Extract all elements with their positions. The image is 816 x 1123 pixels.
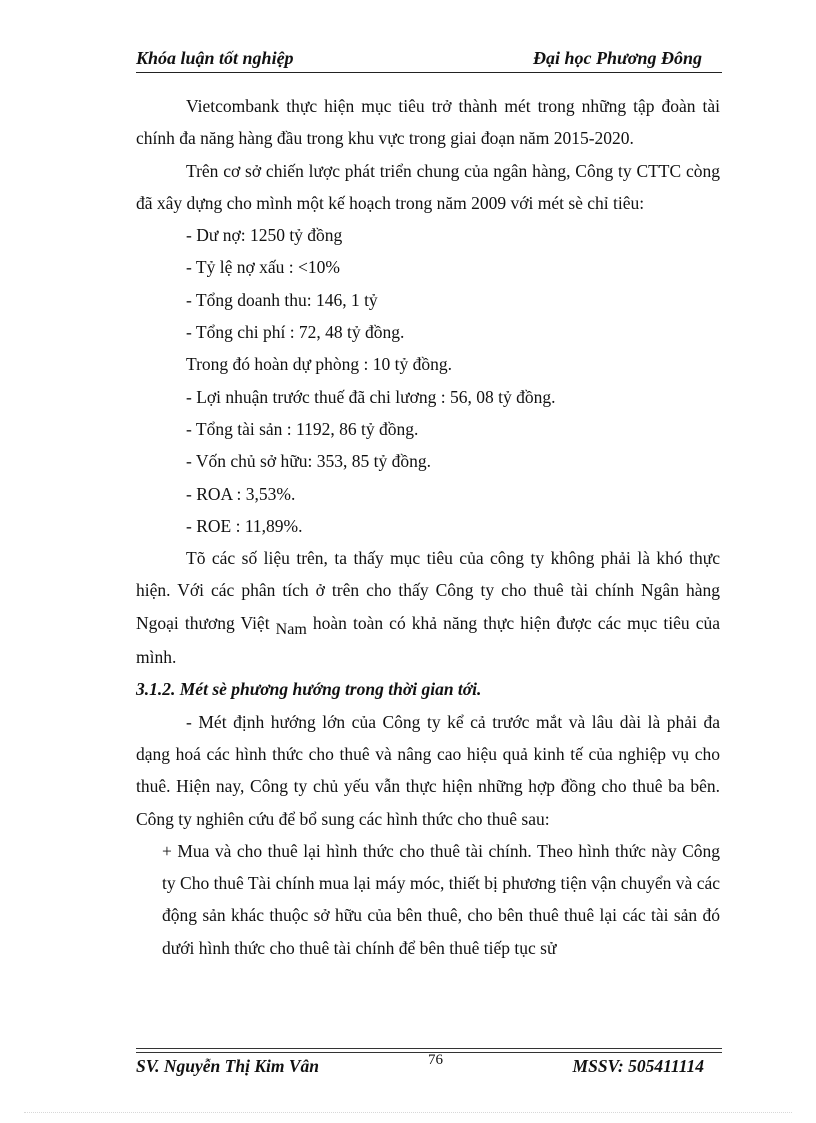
target-item: - Tổng doanh thu: 146, 1 tỷ (186, 289, 378, 310)
paragraph-conclusion (136, 542, 720, 673)
page-boundary-dotted (24, 1112, 792, 1113)
section-heading: 3.1.2. Mét sè phương hướng trong thời gian tới. (136, 679, 482, 700)
footer-student-id: MSSV: 505411114 (572, 1056, 704, 1076)
header-university: Đại học Phương Đông (533, 48, 702, 68)
footer-page-number: 76 (428, 1052, 443, 1068)
target-item: - Tổng tài sản : 1192, 86 tỷ đồng. (186, 418, 419, 439)
paragraph-leaseback (136, 835, 720, 964)
target-item: - Dư nợ: 1250 tỷ đồng (186, 225, 343, 246)
target-item: - Lợi nhuận trước thuế đã chi lương : 56, 08 tỷ đồng. (186, 386, 556, 407)
page-footer (136, 1052, 720, 1080)
target-item: - ROA : 3,53%. (186, 483, 296, 504)
footer-author: SV. Nguyễn Thị Kim Vân (136, 1056, 319, 1076)
page-body (136, 90, 720, 964)
header-rule (136, 72, 722, 73)
conclusion-text-after: hoàn toàn có khả năng thực hiện được các mục tiêu của mình. (136, 612, 721, 668)
paragraph-direction: - Mét định hướng lớn của Công ty kể cả trước mắt và lâu dài là phải đa dạng hoá các hình thức cho thuê và nâng cao hiệu quả kinh tế của nghiệp vụ cho thuê. Hiện nay, Công ty chủ yếu vẫn thực hiện những hợp đồng cho thuê ba bên. Công ty nghiên cứu để bổ sung các hình thức cho thuê sau: (136, 711, 720, 829)
leaseback-text: + Mua và cho thuê lại hình thức cho thuê tài chính. Theo hình thức này Công ty Cho thuê Tài chính mua lại máy móc, thiết bị phương tiện vận chuyển và các động sản khác thuộc sở hữu của bên thuê, cho bên thuê thuê lại các tài sản đó dưới hình thức cho thuê tài chính để bên thuê tiếp tục sử (162, 840, 720, 958)
page-header (136, 48, 720, 72)
header-thesis-title: Khóa luận tốt nghiệp (136, 48, 294, 68)
target-item: - ROE : 11,89%. (186, 515, 303, 536)
paragraph-company-plan: Trên cơ sở chiến lược phát triển chung của ngân hàng, Công ty CTTC còng đã xây dựng cho mình một kế hoạch trong năm 2009 với mét sè chỉ tiêu: (136, 160, 720, 213)
target-item: Trong đó hoàn dự phòng : 10 tỷ đồng. (186, 354, 453, 375)
paragraph-vietcombank-goal: Vietcombank thực hiện mục tiêu trở thành mét trong những tập đoàn tài chính đa năng hàng đầu trong khu vực trong giai đoạn năm 2015-2020. (136, 96, 720, 149)
conclusion-text-subscript: Nam (275, 620, 307, 638)
target-item: - Tỷ lệ nợ xấu : <10% (186, 257, 340, 278)
target-item: - Tổng chi phí : 72, 48 tỷ đồng. (186, 322, 405, 343)
target-item: - Vốn chủ sở hữu: 353, 85 tỷ đồng. (186, 451, 431, 472)
conclusion-text-before: Tõ các số liệu trên, ta thấy mục tiêu của công ty không phải là khó thực hiện. Với các phân tích ở trên cho thấy Công ty cho thuê tài chính Ngân hàng Ngoại thương Việt (136, 548, 720, 633)
footer-rule-thin (136, 1048, 722, 1049)
